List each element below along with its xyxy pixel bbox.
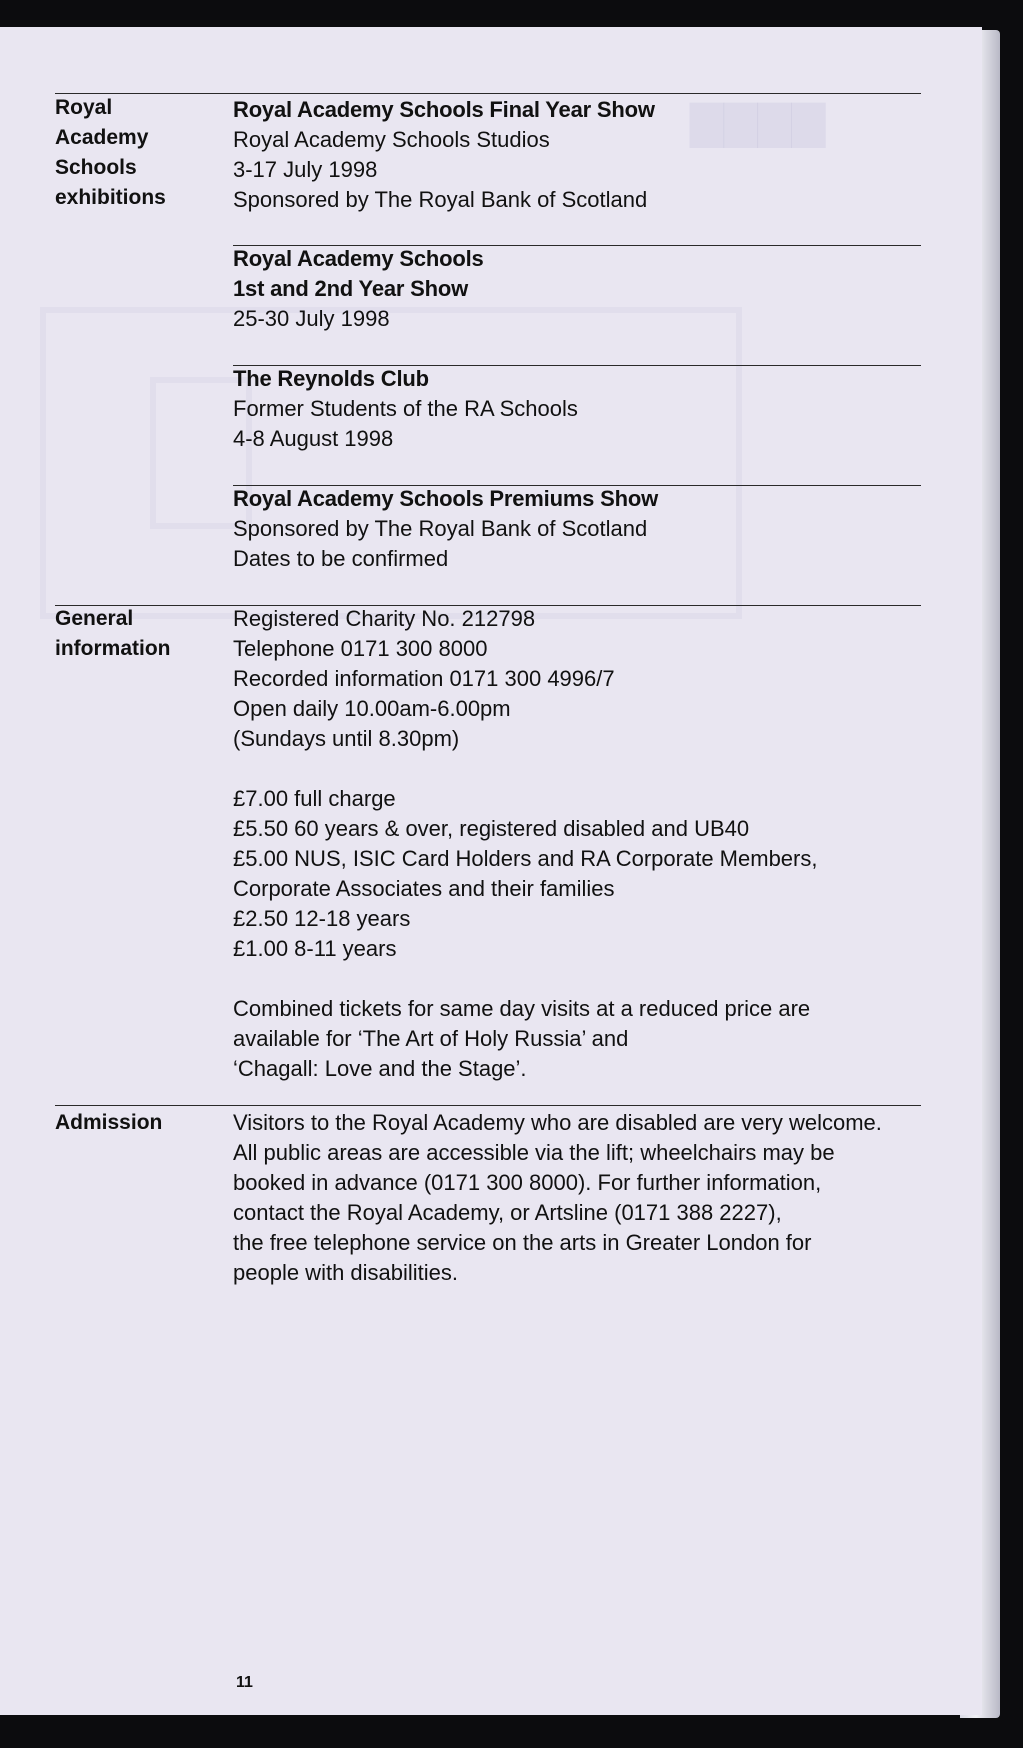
combined-tickets-line: Combined tickets for same day visits at a reduced price are: [233, 996, 811, 1021]
entry-dates: Dates to be confirmed: [233, 546, 449, 571]
entry-dates: 4-8 August 1998: [233, 426, 394, 451]
price-line: £2.50 12-18 years: [233, 906, 411, 931]
admission-block: [233, 1108, 933, 1288]
entry-title: Royal Academy Schools Final Year Show: [233, 97, 655, 122]
entry-title-line: Royal Academy Schools: [233, 246, 484, 271]
combined-tickets-line: available for ‘The Art of Holy Russia’ and: [233, 1026, 629, 1051]
section-label-general: General information: [55, 607, 171, 660]
price-line: £5.50 60 years & over, registered disabled and UB40: [233, 816, 750, 841]
sunday-hours: (Sundays until 8.30pm): [233, 726, 460, 751]
admission-line: booked in advance (0171 300 8000). For further information,: [233, 1170, 822, 1195]
admission-line: contact the Royal Academy, or Artsline (0171 388 2227),: [233, 1200, 782, 1225]
entry-title: Royal Academy Schools Premiums Show: [233, 486, 658, 511]
section-label-exhibitions: Royal Academy Schools exhibitions: [55, 96, 166, 209]
entry-description: Former Students of the RA Schools: [233, 396, 578, 421]
price-line: £5.00 NUS, ISIC Card Holders and RA Corporate Members,: [233, 846, 818, 871]
entry-premiums-show: [233, 484, 933, 574]
entry-dates: 25-30 July 1998: [233, 306, 390, 331]
entry-1st-2nd-year-show: [233, 244, 933, 334]
price-line: £1.00 8-11 years: [233, 936, 397, 961]
show-through-heading: ▇▇▇▇: [690, 98, 826, 147]
telephone: Telephone 0171 300 8000: [233, 636, 488, 661]
opening-hours: Open daily 10.00am-6.00pm: [233, 696, 511, 721]
entry-sponsor: Sponsored by The Royal Bank of Scotland: [233, 516, 648, 541]
entry-reynolds-club: [233, 364, 933, 454]
entry-sponsor: Sponsored by The Royal Bank of Scotland: [233, 187, 648, 212]
recorded-information: Recorded information 0171 300 4996/7: [233, 666, 615, 691]
page-number: 11: [236, 1674, 253, 1691]
price-line: Corporate Associates and their families: [233, 876, 615, 901]
entry-venue: Royal Academy Schools Studios: [233, 127, 550, 152]
entry-title-line: 1st and 2nd Year Show: [233, 276, 469, 301]
admission-line: the free telephone service on the arts in Greater London for: [233, 1230, 812, 1255]
combined-tickets-line: ‘Chagall: Love and the Stage’.: [233, 1056, 527, 1081]
entry-final-year-show: [233, 95, 933, 215]
section-label-admission: Admission: [55, 1111, 163, 1134]
admission-line: All public areas are accessible via the lift; wheelchairs may be: [233, 1140, 835, 1165]
general-information-block: [233, 604, 933, 1084]
charity-number: Registered Charity No. 212798: [233, 606, 536, 631]
section-rule-admission: [55, 1105, 921, 1106]
booklet-page: [0, 27, 982, 1715]
admission-line: people with disabilities.: [233, 1260, 459, 1285]
price-line: £7.00 full charge: [233, 786, 396, 811]
admission-line: Visitors to the Royal Academy who are disabled are very welcome.: [233, 1110, 882, 1135]
entry-title: The Reynolds Club: [233, 366, 429, 391]
entry-dates: 3-17 July 1998: [233, 157, 378, 182]
